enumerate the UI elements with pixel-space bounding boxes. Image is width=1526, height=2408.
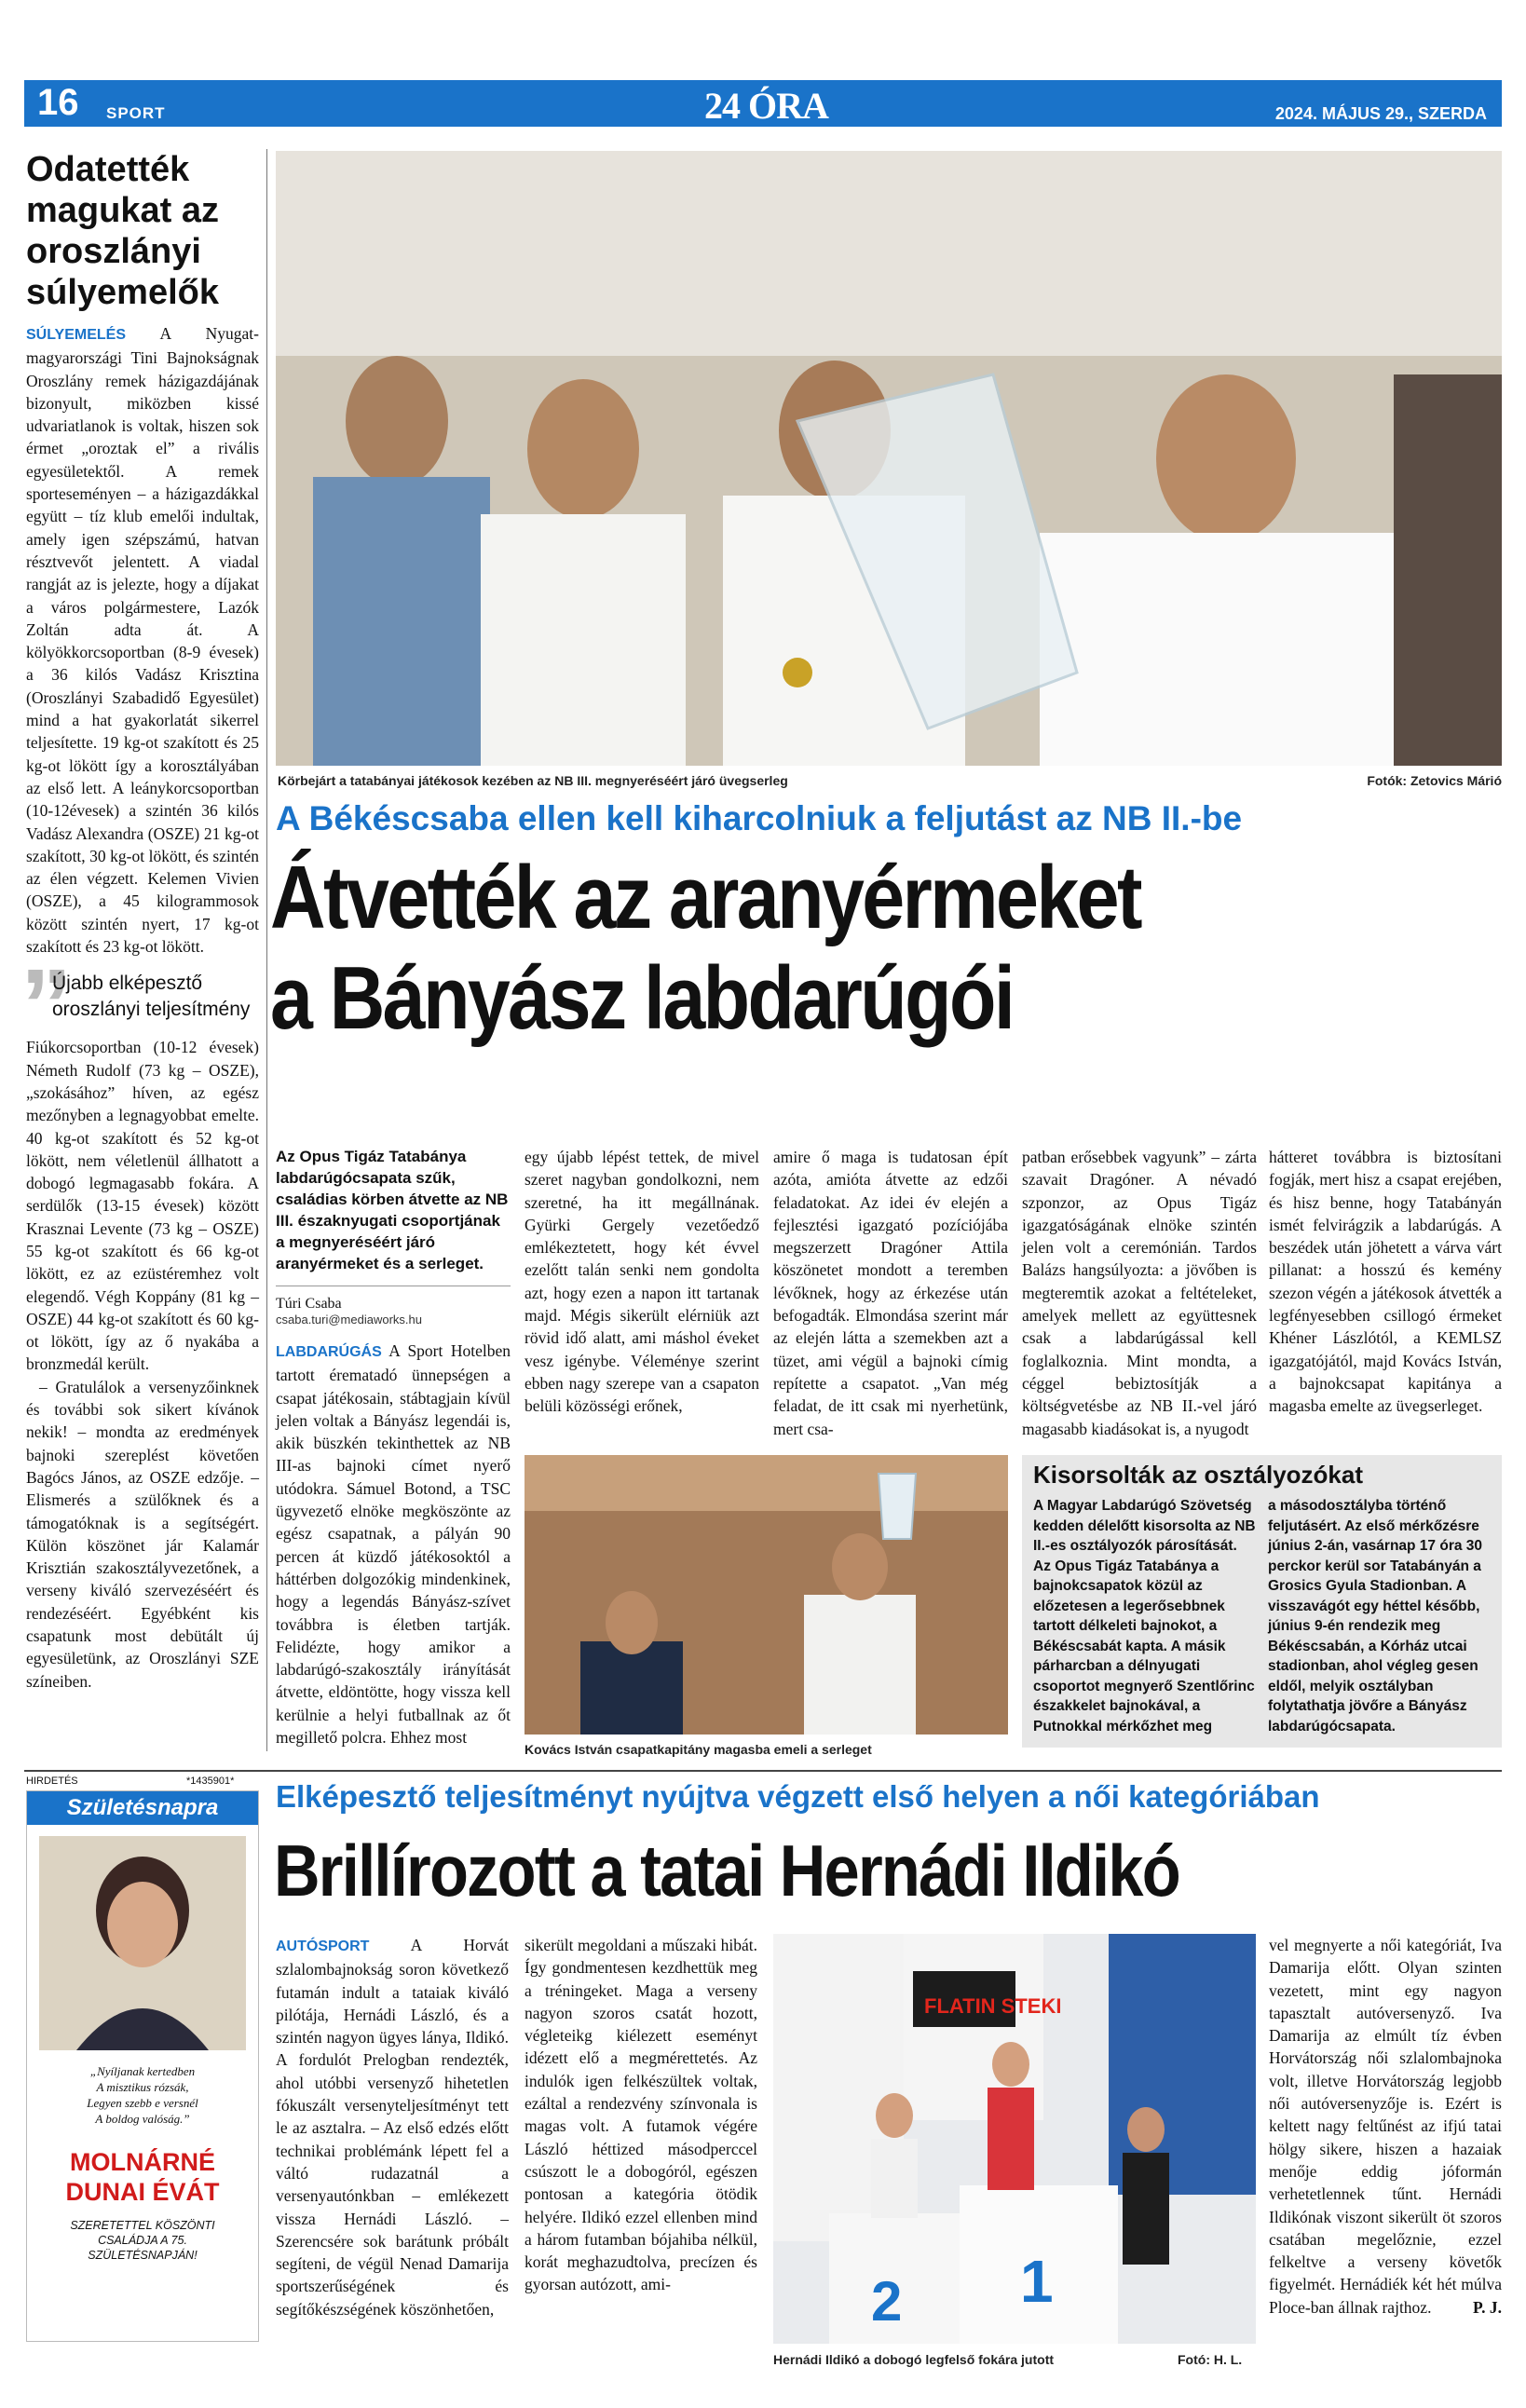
main-column-5: hátteret továbbra is biztosítani fogják, mert hisz a csapat erejében, és hisz benne, hogy Tatabányán ismét felvirágzik a labdarúgás. A beszédek után jöhetett a várva várt pillanat: a hosszú és kemény szezon végén a játékosok átvették a legfényesebben csillogó érmeket Khéner Lászlótól, a KEMLSZ igazgatójától, majd Kovács István, a bajnokcsapat kapitánya a magasba emelte az üvegserleget. [1269, 1148, 1502, 1416]
ad-thanks: SZERETETTEL KÖSZÖNTI CSALÁDJA A 75. SZÜLETÉSNAPJÁN! [70, 2219, 215, 2262]
main-column-3: amire ő maga is tudatosan épít azóta, amióta átvette az edzői feladatokat. Az idei év elején a fejlesztési igazgató pozíciójába megszerzett Dragóner Attila köszönetet mondott a teremben lévőknek, hogy az érkezése után befogadták. Elmondása szerint már az elején látta a szemekben azt a tüzet, ami végül a bajnoki címig repítette a csapatot. „Van még feladat, de itt csak mi nyerhetünk, mert csa- [773, 1148, 1008, 1438]
section-divider [24, 1770, 1502, 1772]
sidebar-para-1: A Nyugat-magyarországi Tini Bajnokságnak Oroszlány remek házigazdájának bizonyult, miközben kissé udvariatlanok is voltak, hiszen sok érmet „oroztak el” a rivális egyesületektől. A remek sporteseményen – a házigazdákkal együtt – tíz klub emelői indultak, amely igen szépszámú, hatvan résztvevőt jelentett. A viadal rangját az is jelezte, hogy a díjakat a város polgármestere, Lazók Zoltán adta át. A kölyökkorcsoportban (8-9 évesek) a 36 kilós Vadász Krisztina (Oroszlányi Szabadidő Egyesület) mind a hat gyakorlatát sikerrel teljesítette. 19 kg-ot szakított és 25 kg-ot lökött így a korosztályában az első lett. A leánykorcsoportban (10-12évesek) a szintén 36 kilós Vadász Alexandra (OSZE) 21 kg-ot szakított, 30 kg-ot lökött, és szintén az élen végzett. Kelemen Vivien (OSZE), a 45 kilogrammosok között szintén nyert, 17 kg-ot szakított és 23 kg-ot lökött. [26, 324, 259, 957]
draw-box-col-1: A Magyar Labdarúgó Szövetség kedden délelőtt kisorsolta az NB II.-es osztályozók párosítását. Az Opus Tigáz Tatabánya a bajnokcsapatok közül az előzetesen a legerősebbnek tartott délkeleti bajnokot, a Békéscsabát kapta. A másik párharcban a délnyugati csoportot megnyerő Szentlőrinc északkelet bajnokával, a Putnokkal mérkőzhet meg [1033, 1498, 1256, 1735]
article2-column-3 [1269, 1934, 1502, 2319]
captain-photo-caption: Kovács István csapatkapitány magasba emeli a serleget [525, 1742, 872, 1757]
section-label: SPORT [106, 104, 166, 122]
hero-photo-caption: Körbejárt a tatabányai játékosok kezében az NB III. megnyeréséért járó üvegserleg [278, 773, 788, 788]
main-kicker: LABDARÚGÁS [276, 1344, 382, 1360]
sidebar-title: Odatették magukat az oroszlányi súlyemelők [26, 150, 219, 312]
main-headline-1: Átvették az aranyérmeket [270, 848, 1140, 947]
ad-label: HIRDETÉS [26, 1775, 78, 1787]
draw-info-box [1022, 1455, 1502, 1748]
column-divider [266, 149, 267, 1751]
quote-mark-icon: ” [20, 948, 72, 1064]
article2-signature: P. J. [1473, 2297, 1502, 2317]
issue-date: 2024. MÁJUS 29., SZERDA [1274, 104, 1487, 123]
birthday-ad [26, 1790, 259, 2342]
sidebar-para-3: – Gratulálok a versenyzőinknek és további sok sikert kívánok nekik! – mondta az eredmények bajnoki szereplést követően Bagócs János, az OSZE edzője. – Elismerés a szülőknek és a támogatóknak is a segítségért. Külön köszönet jár Kalamár Krisztián szakosztályvezetőnek, a verseny kiváló szervezéséért és rendezéséért. Egyébként kis csapatunk most debütált új egyesületünk, az Oroszlányi SZE színeiben. [26, 1377, 259, 1691]
captain-photo [525, 1455, 1008, 1735]
masthead-logo: 24 ÓRA [704, 85, 828, 127]
podium-photo-credit: Fotó: H. L. [1178, 2352, 1243, 2367]
main-overline: A Békéscsaba ellen kell kiharcolniuk a feljutást az NB II.-be [276, 799, 1243, 837]
main-column-4: patban erősebbek vagyunk” – zárta szavait Dragóner. A névadó szponzor, az Opus Tigáz igazgatóságának elnöke szintén jelen volt a ceremónián. Tardos Balázs hangsúlyozta: a jövőben is megteremtik azokat a feltételeket, amelyek mellett az együttesnek csak a labdarúgással kell foglalkoznia. Mint mondta, a céggel bebiztosítják a költségvetésbe az NB II.-vel járó magasabb kiadásokat is, a nyugodt [1022, 1148, 1257, 1438]
article2-kicker: AUTÓSPORT [276, 1939, 370, 1954]
hero-photo-credit: Fotók: Zetovics Márió [1367, 773, 1502, 788]
main-column-1 [276, 1146, 511, 1748]
main-column-2: egy újabb lépést tettek, de mivel szeret nagyban gondolkozni, nem szeretné, ha itt megállnának. Gyürki Gergely vezetőedző emlékeztetett, hogy két évvel ezelőtt talán senki nem gondolta azt, hogy ezen a napon itt tartanak majd. Mégis sikerült elérniük azt rövid idő alatt, ami máshol éveket vesz igénybe. Véleménye szerint ebben nagy szerepe van a csapaton belüli közösségi erőnek, [525, 1148, 759, 1416]
author-email: csaba.turi@mediaworks.hu [276, 1313, 422, 1326]
ad-name-1: MOLNÁRNÉ [70, 2148, 215, 2176]
page-header [24, 80, 1502, 127]
captain-photo-illustration [525, 1455, 1008, 1735]
ad-code: *1435901* [186, 1775, 235, 1787]
article2-column-2: sikerült megoldani a műszaki hibát. Így gondmentesen kezdhettük meg a tréningeket. Maga a verseny nagyon szoros csatát hozott, végleteikg kiélezett eseményt idézett elő a megmérettetés. Az indulók igen felkészültek voltak, ezáltal a rendezvény színvonala is magas volt. A futamok végére László héttized másodperccel csúszott le a dobogóról, egészen pontosan a kategória ötödik helyére. Ildikó ezzel ellenben mind a három futamban bójahiba nélkül, korát meghazudtolva, precízen és gyorsan autózott, ami- [525, 1936, 757, 2294]
portrait-illustration [39, 1836, 246, 2050]
ad-title: Születésnapra [27, 1791, 258, 1825]
draw-box-title: Kisorsolták az osztályozókat [1033, 1461, 1363, 1489]
podium-photo-caption: Hernádi Ildikó a dobogó legfelső fokára jutott [773, 2352, 1055, 2367]
sidebar-pullquote [20, 948, 259, 1064]
main-col-1-text [276, 1340, 511, 1748]
ad-name-2: DUNAI ÉVÁT [65, 2178, 220, 2206]
ad-poem: „Nyíljanak kertedben A misztikus rózsák, Legyen szebb e versnél A boldog valóság.” [87, 2064, 198, 2126]
article2-col-1-body: A Horvát szlalombajnokság soron következő futamán indult a tataiak kiváló pilótája, Hernádi László, és a szintén nagyon ügyes lánya, Ildikó. A fordulót Prelogban rendezték, ahol utóbbi versenyző hihetetlen fókuszált versenyteljesítményt tett le az asztalra. – Az első edzés előtt technikai problémánk lépett fel a váltó rudazatnál a versenyautónkban – emlékezett vissza Hernádi László. – Szerencsére sok barátunk próbált segíteni, de végül Nenad Damarija sportszerűségének és segítőkészségének köszönhetően, [276, 1936, 509, 2319]
draw-box-col-2: a másodosztályba történő feljutásért. Az első mérkőzésre június 2-án, vasárnap 17 óra 30 perckor kerül sor Tatabányán a Grosics Gyula Stadionban. A visszavágót egy héttel később, június 9-én rendezik meg Békéscsabán, a Kórház utcai stadionban, ahol végleg gesen eldől, melyik osztályban folytathatja jövőre a Bányász labdarúgócsapata. [1268, 1498, 1483, 1735]
hero-photo [276, 151, 1502, 766]
main-lead: Az Opus Tigáz Tatabánya labdarúgócsapata szűk, családias körben átvette az NB III. északnyugati csoportjának a megnyeréséért járó aranyérmeket és a serleget. [276, 1148, 509, 1272]
article2-col-3-body: vel megnyerte a női kategóriát, Iva Damarija előtt. Olyan szinten vezetett, mint egy nagyon tapasztalt autóversenyző. Iva Damarija az elmúlt tíz évben Horvátország női szlalombajnoka volt, illetve Horvátország legjobb női autóversenyzője is. Ezért is keltett nagy feltűnést az ifjú tatai hölgy sikere, hiszen a hazaiak menője eddig jóformán verhetetlennek tűnt. Hernádi Ildikónak viszont sikerült öt szoros csatában megelőznie, ezzel felkeltve a verseny követők figyelmét. Hernádiék két hét múlva Ploce-ban állnak rajthoz. [1269, 1936, 1502, 2317]
sidebar-article [20, 149, 259, 1693]
main-col-1-body: A Sport Hotelben tartott érematadó ünnepségen a csapat játékosain, stábtagjain kívül jelen voltak a Bányász legendái is, akik büszkén tekinthettek az NB III-as bajnoki címet nyerő utódokra. Sámuel Botond, a TSC ügyvezető elnöke megköszönte az egész csapatnak, a pályán 90 percen át küzdő játékosoktól a háttérben dolgozókig mindenkinek, hogy a legendás Bányász-szívet továbbra is életben tartják. Felidézte, hogy amikor a labdarúgó-szakosztály irányítását átvette, eldöntötte, hogy vissza kell kerülnie a helyi futballnak az őt megillető polcra. Ehhez most [276, 1341, 511, 1748]
podium-photo [773, 1934, 1256, 2344]
podium-number-1: 1 [1020, 2248, 1054, 2315]
article2-column-1 [276, 1934, 509, 2320]
main-headline-2: a Bányász labdarúgói [270, 948, 1014, 1048]
sidebar-body-1 [26, 322, 259, 958]
hero-photo-illustration [276, 151, 1502, 766]
ad-portrait [39, 1836, 246, 2050]
article2-overline: Elképesztő teljesítményt nyújtva végzett első helyen a női kategóriában [276, 1779, 1320, 1814]
page-number: 16 [37, 82, 79, 123]
author-name: Túri Csaba [276, 1296, 342, 1312]
podium-number-2: 2 [871, 2270, 903, 2333]
sidebar-kicker: SÚLYEMELÉS [26, 327, 126, 343]
article2-headline: Brillírozott a tatai Hernádi Ildikó [274, 1830, 1179, 1911]
banner-text: FLATIN STEKI [924, 1994, 1062, 2018]
podium-illustration [773, 1934, 1256, 2344]
sidebar-quote-text: Újabb elképesztő oroszlányi teljesítmény [52, 973, 251, 1021]
sidebar-para-2: Fiúkorcsoportban (10-12 évesek) Németh Rudolf (73 kg – OSZE), „szokásához” híven, az egész mezőnyben a legnagyobbat emelte. 40 kg-ot szakított és 52 kg-ot lökött, nem véletlenül állhatott a dobogó legmagasabb fokára. A serdülők (13-15 évesek) között Krasznai Levente (73 kg – OSZE) 55 kg-ot szakított és 66 kg-ot lökött, ez az ezüstéremhez volt elegendő. Végh Koppány (81 kg – OSZE) 44 kg-ot szakított és 60 kg-ot lökött, így az ő nyakába a bronzmedál került. [26, 1038, 259, 1374]
